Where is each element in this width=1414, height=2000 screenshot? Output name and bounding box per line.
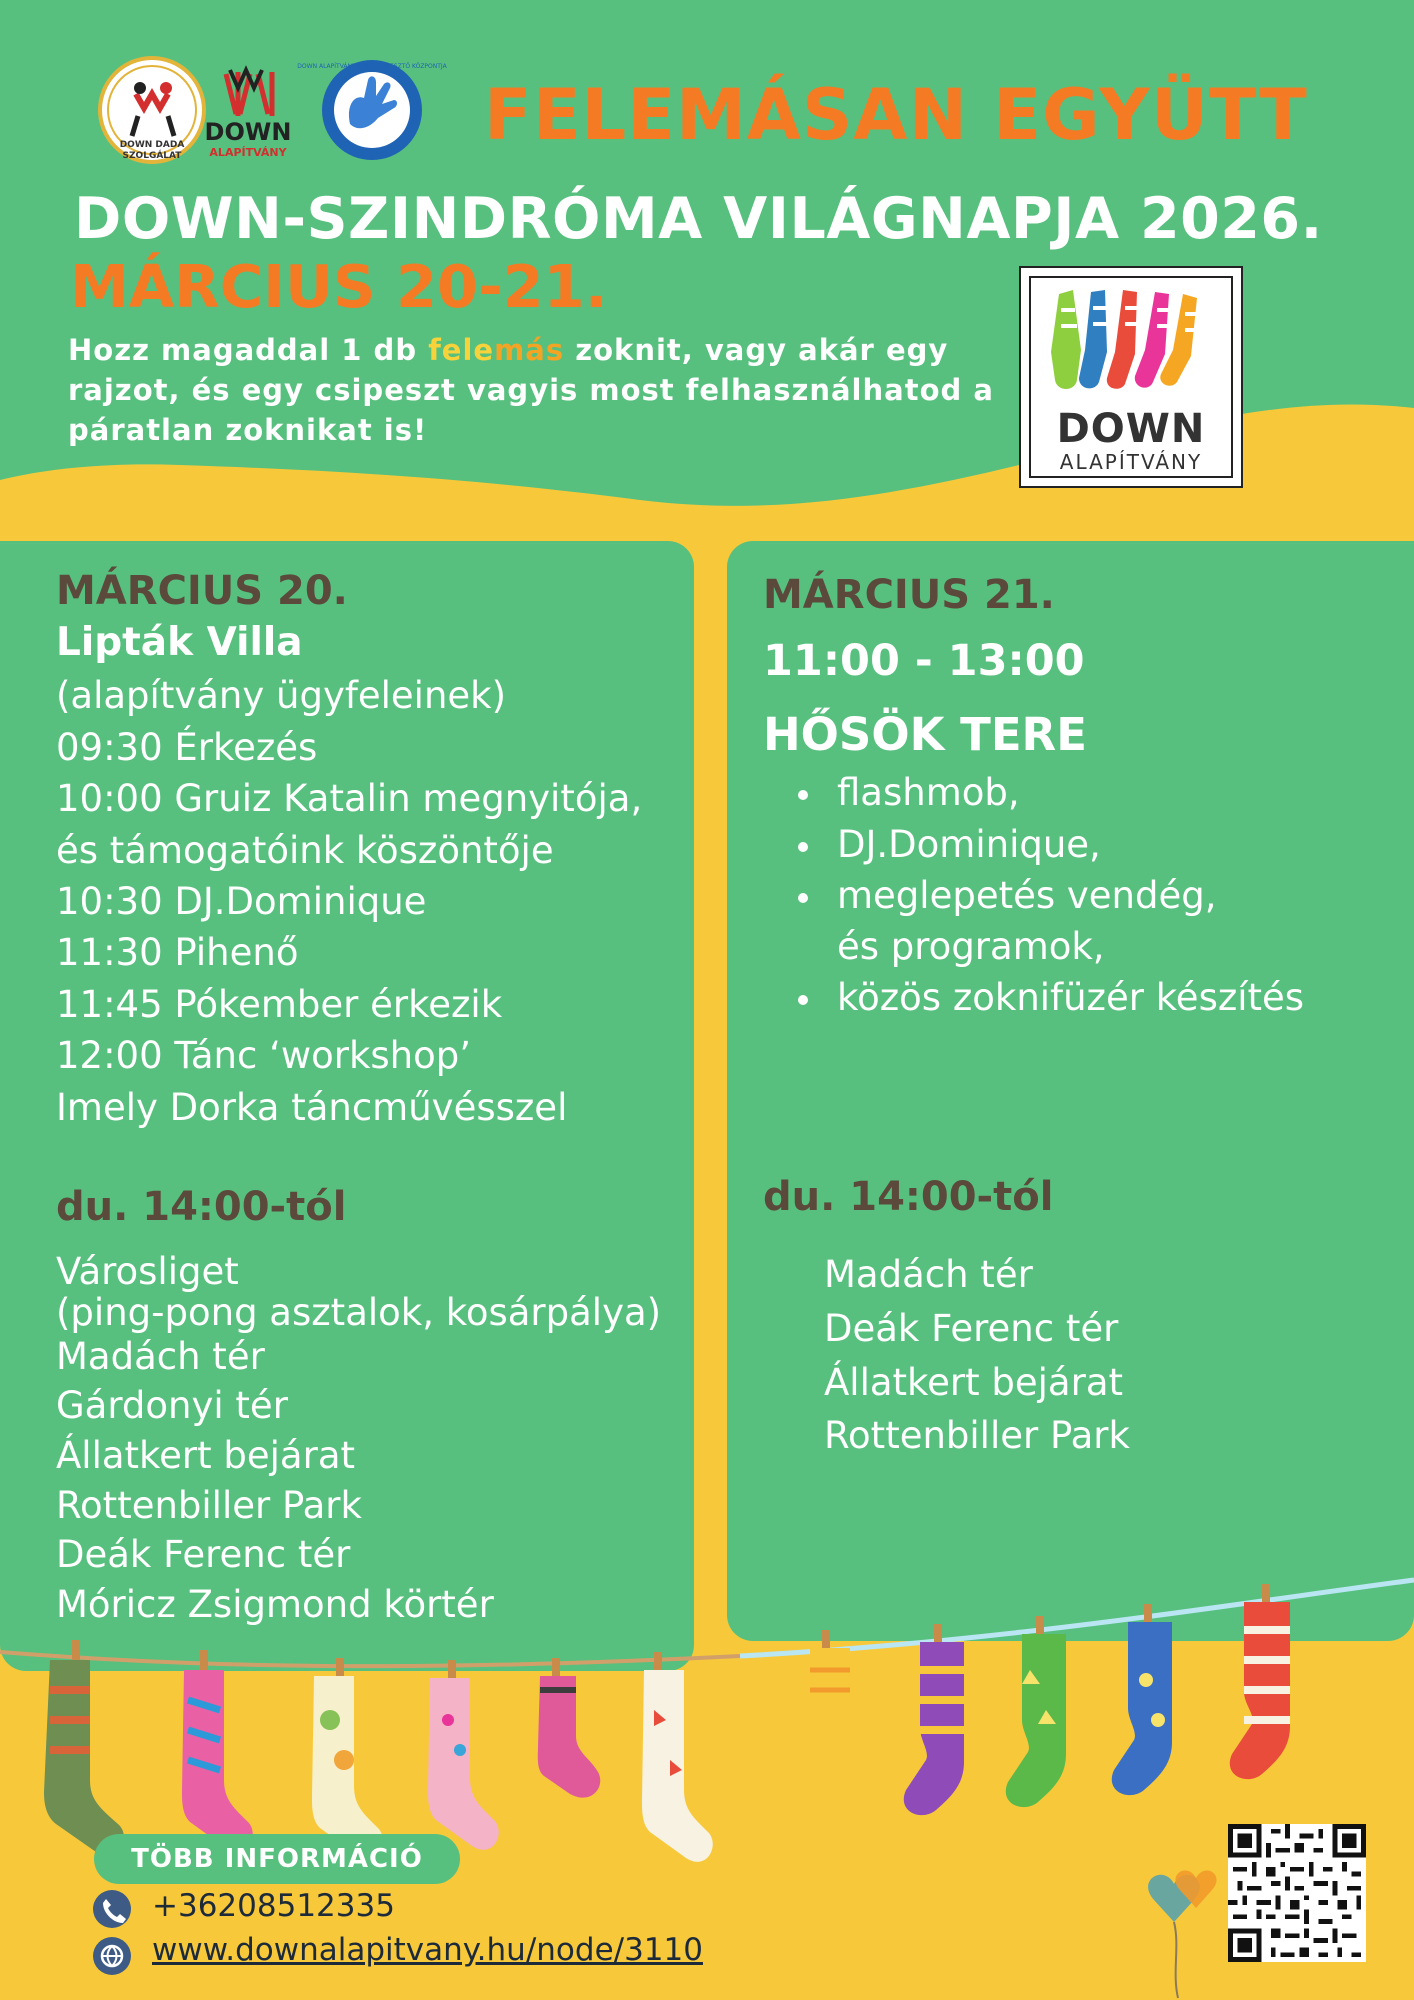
intro-part-1: Hozz magaddal 1 db — [68, 333, 429, 367]
location-line: Gárdonyi tér — [56, 1384, 288, 1427]
location-line: Városliget — [56, 1250, 239, 1293]
location-line: (ping-pong asztalok, kosárpálya) — [56, 1291, 662, 1334]
logo-alapitvany-word: ALAPÍTVÁNY — [1059, 450, 1203, 474]
sock-icon — [182, 1650, 253, 1852]
sock-icon — [794, 1630, 850, 1817]
march-20-afternoon-heading: du. 14:00-tól — [56, 1184, 347, 1230]
website-link[interactable]: www.downalapitvany.hu/node/3110 — [152, 1932, 703, 1968]
schedule-line: Imely Dorka táncművésszel — [56, 1086, 568, 1129]
poster-title: FELEMÁSAN EGYÜTT — [484, 74, 1308, 156]
phone-number[interactable]: +36208512335 — [152, 1888, 395, 1924]
schedule-line: 10:30 DJ.Dominique — [56, 880, 427, 923]
march-20-heading: MÁRCIUS 20. — [56, 568, 348, 614]
sock-icon — [904, 1624, 964, 1815]
march-21-place: HŐSÖK TERE — [763, 708, 1087, 761]
location-line: Deák Ferenc tér — [824, 1307, 1119, 1350]
sock-icon — [44, 1640, 124, 1855]
schedule-line: 11:30 Pihenő — [56, 931, 299, 974]
partner-logos — [98, 54, 447, 170]
program-item: meglepetés vendég, — [837, 874, 1217, 917]
intro-text — [68, 330, 1008, 450]
sock-icon — [1112, 1604, 1172, 1795]
logo-down-word: DOWN — [1056, 406, 1206, 452]
location-line: Állatkert bejárat — [824, 1361, 1123, 1404]
location-line: Állatkert bejárat — [56, 1434, 355, 1477]
intro-highlight-1: fele — [428, 333, 495, 367]
sock-icon — [1006, 1616, 1066, 1807]
socks-logo-icon — [1031, 280, 1235, 404]
sock-icon — [428, 1660, 499, 1850]
qr-code[interactable] — [1228, 1824, 1366, 1962]
phone-icon — [93, 1890, 131, 1928]
location-line: Móricz Zsigmond körtér — [56, 1583, 494, 1626]
schedule-line: és támogatóink köszöntője — [56, 829, 554, 872]
more-info-label: TÖBB INFORMÁCIÓ — [94, 1834, 460, 1884]
schedule-line: (alapítvány ügyfeleinek) — [56, 674, 507, 717]
sock-icon — [1230, 1584, 1290, 1779]
globe-icon — [93, 1937, 131, 1975]
march-21-heading: MÁRCIUS 21. — [763, 572, 1055, 618]
down-foundation-logo — [1019, 266, 1243, 488]
location-line: Deák Ferenc tér — [56, 1533, 351, 1576]
program-item: közös zoknifüzér készítés — [837, 976, 1305, 1019]
schedule-line: 10:00 Gruiz Katalin megnyitója, — [56, 777, 643, 820]
poster-date: MÁRCIUS 20-21. — [70, 252, 608, 321]
schedule-line: 09:30 Érkezés — [56, 726, 318, 769]
bullet-dot — [798, 893, 808, 903]
location-line: Rottenbiller Park — [824, 1414, 1130, 1457]
program-item-continuation: és programok, — [837, 925, 1105, 968]
march-21-panel — [727, 541, 1414, 1641]
program-item: DJ.Dominique, — [837, 823, 1101, 866]
down-logo-word: DOWN — [204, 118, 292, 146]
schedule-line: 11:45 Pókember érkezik — [56, 983, 503, 1026]
location-line: Rottenbiller Park — [56, 1484, 362, 1527]
poster-subtitle: DOWN-SZINDRÓMA VILÁGNAPJA 2026. — [74, 186, 1323, 252]
sock-icon — [642, 1652, 713, 1862]
down-logo-sub: ALAPÍTVÁNY — [209, 146, 287, 159]
dada-logo-text-1: DOWN DADA — [119, 140, 185, 150]
balloons-illustration — [1124, 1860, 1234, 2000]
sock-icon — [538, 1658, 600, 1798]
intro-highlight-2: más — [494, 333, 565, 367]
bullet-dot — [798, 995, 808, 1005]
schedule-line: 12:00 Tánc ‘workshop’ — [56, 1034, 472, 1077]
march-21-afternoon-heading: du. 14:00-tól — [763, 1174, 1054, 1220]
location-line: Madách tér — [56, 1335, 265, 1378]
intro-part-2: zoknit, vagy akár egy rajzot, és egy csipeszt vagyis most felhasználhatod a páratlan zoknikat is! — [68, 333, 994, 447]
bullet-dot — [798, 790, 808, 800]
march-21-time: 11:00 - 13:00 — [763, 636, 1085, 686]
dada-logo-text-2: SZOLGÁLAT — [122, 151, 182, 161]
program-item: flashmob, — [837, 771, 1020, 814]
korai-logo-text: DOWN ALAPÍTVÁNY KORAI FEJLESZTŐ KÖZPONTJA — [297, 63, 447, 70]
location-line: Madách tér — [824, 1253, 1033, 1296]
logo-box-frame — [1029, 276, 1233, 478]
bullet-dot — [798, 842, 808, 852]
sock-icon — [312, 1658, 383, 1858]
march-20-venue: Lipták Villa — [56, 620, 303, 665]
